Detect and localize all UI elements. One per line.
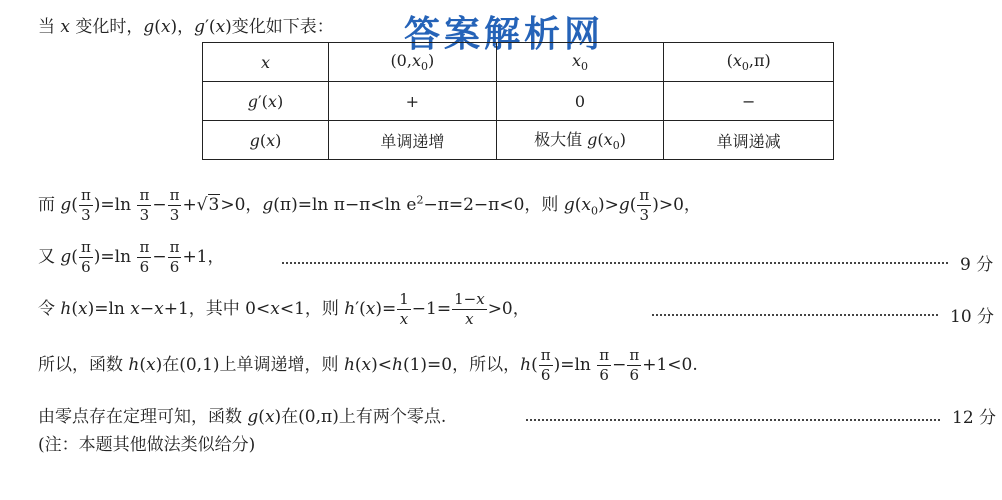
table-header-row [203, 43, 834, 82]
table-cell: g(x) [203, 121, 329, 160]
table-cell: 单调递增 [329, 121, 497, 160]
score-points: 9 分 [960, 255, 994, 275]
solution-line-5: 由零点存在定理可知，函数 g(x)在(0,π)上有两个零点. [38, 407, 447, 427]
table-cell: g′(x) [203, 82, 329, 121]
leader-dots [282, 262, 948, 264]
solution-line-3: 令 h(x)=ln x−x+1，其中 0<x<1，则 h′(x)= $\frac{1}{x}$ −1= $\frac{1-x}{x}$ >0， [38, 290, 530, 328]
note-text: (注：本题其他做法类似给分) [38, 435, 256, 455]
table-cell: 0 [496, 82, 664, 121]
table-row-function [203, 121, 834, 160]
table-cell: x [203, 43, 329, 82]
table-cell: $x_0$ [496, 43, 664, 82]
intro-text: 当 x 变化时，g(x)，g′(x)变化如下表： [38, 17, 334, 37]
table-cell: $(x_0,\pi)$ [664, 43, 834, 82]
score-points: 10 分 [950, 307, 995, 327]
score-points: 12 分 [952, 408, 997, 428]
watermark: 答案解析网 [404, 14, 605, 55]
leader-dots [526, 419, 940, 421]
table-cell: 极大值 $g(x_0)$ [496, 121, 664, 160]
table-row-derivative [203, 82, 834, 121]
solution-line-4: 所以，函数 h(x)在(0,1)上单调递增，则 h(x)<h(1)=0，所以，h( $\frac{\pi}{6}$ )=ln $\frac{\pi}{6}$ − $\frac{\pi}{6}$ +1<0. [38, 346, 698, 384]
variation-table [202, 42, 834, 160]
table-cell: + [329, 82, 497, 121]
table-cell: $(0,x_0)$ [329, 43, 497, 82]
table-cell: − [664, 82, 834, 121]
table-cell: 单调递减 [664, 121, 834, 160]
solution-line-2: 又 g( $\frac{\pi}{6}$ )=ln $\frac{\pi}{6}$ − $\frac{\pi}{6}$ +1， [38, 238, 225, 276]
leader-dots [652, 314, 938, 316]
solution-line-1: 而 g( $\frac{\pi}{3}$ )=ln $\frac{\pi}{3}$ − $\frac{\pi}{3}$ +√3>0，g(π)=ln π−π<ln $e^2-\pi=2-\pi<0$，则 $g(x_0)>g$( $\frac{\pi}{3}$ )>0， [38, 186, 701, 224]
